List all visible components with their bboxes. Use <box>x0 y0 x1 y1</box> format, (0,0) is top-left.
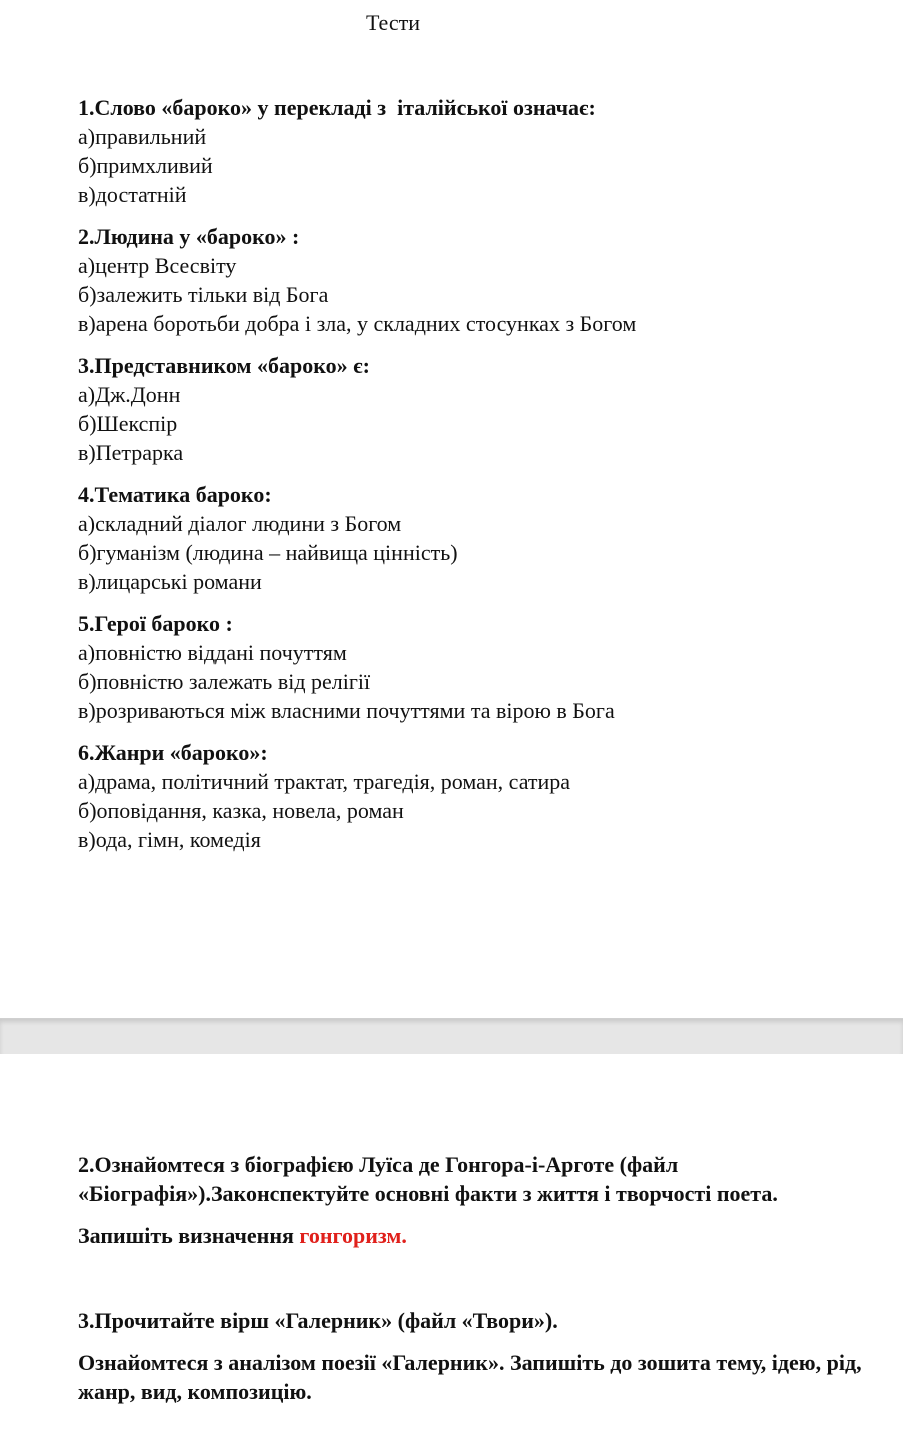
answer-option: б)залежить тільки від Бога <box>78 282 329 307</box>
answer-option: в)розриваються між власними почуттями та вірою в Бога <box>78 698 615 723</box>
quiz-question <box>78 351 878 467</box>
question-text: 1.Слово «бароко» у перекладі з італійської означає: <box>78 95 596 120</box>
answer-option: а)складний діалог людини з Богом <box>78 511 402 536</box>
answer-option: в)достатній <box>78 182 187 207</box>
answer-option: а)центр Всесвіту <box>78 253 237 278</box>
quiz-question <box>78 480 878 596</box>
answer-option: а)драма, політичний трактат, трагедія, роман, сатира <box>78 769 571 794</box>
task-2-note <box>78 1221 868 1250</box>
task-2-text: 2.Ознайомтеся з біографією Луїса де Гонгора-і-Арготе (файл «Біографія»).Законспектуйте основні факти з життя і творчості поета. <box>78 1152 778 1206</box>
gongorism-term: гонгоризм. <box>299 1223 407 1248</box>
question-text: 2.Людина у «бароко» : <box>78 224 300 249</box>
page-title: Тести <box>365 10 421 35</box>
answer-option: а)правильний <box>78 124 207 149</box>
question-text: 4.Тематика бароко: <box>78 482 272 507</box>
quiz-question <box>78 222 878 338</box>
task-2-note-prefix: Запишіть визначення <box>78 1223 300 1248</box>
task-3-note: Ознайомтеся з аналізом поезії «Галерник». Запишіть до зошита тему, ідею, рід, жанр, вид, композицію. <box>78 1350 862 1404</box>
answer-option: б)гуманізм (людина – найвища цінність) <box>78 540 458 565</box>
answer-option: б)Шекспір <box>78 411 178 436</box>
answer-option: в)лицарські романи <box>78 569 262 594</box>
answer-option: а)Дж.Донн <box>78 382 181 407</box>
quiz-question <box>78 609 878 725</box>
page-break <box>0 1018 903 1055</box>
question-text: 5.Герої бароко : <box>78 611 233 636</box>
answer-option: б)примхливий <box>78 153 213 178</box>
answer-option: б)повністю залежать від релігії <box>78 669 371 694</box>
answer-option: б)оповідання, казка, новела, роман <box>78 798 404 823</box>
task-3-text: 3.Прочитайте вірш «Галерник» (файл «Твори»). <box>78 1308 558 1333</box>
quiz-question <box>78 738 878 854</box>
question-text: 6.Жанри «бароко»: <box>78 740 268 765</box>
answer-option: в)арена боротьби добра і зла, у складних стосунках з Богом <box>78 311 637 336</box>
answer-option: а)повністю віддані почуттям <box>78 640 347 665</box>
quiz-list <box>78 93 878 867</box>
quiz-question <box>78 93 878 209</box>
question-text: 3.Представником «бароко» є: <box>78 353 370 378</box>
answer-option: в)Петрарка <box>78 440 184 465</box>
answer-option: в)ода, гімн, комедія <box>78 827 261 852</box>
